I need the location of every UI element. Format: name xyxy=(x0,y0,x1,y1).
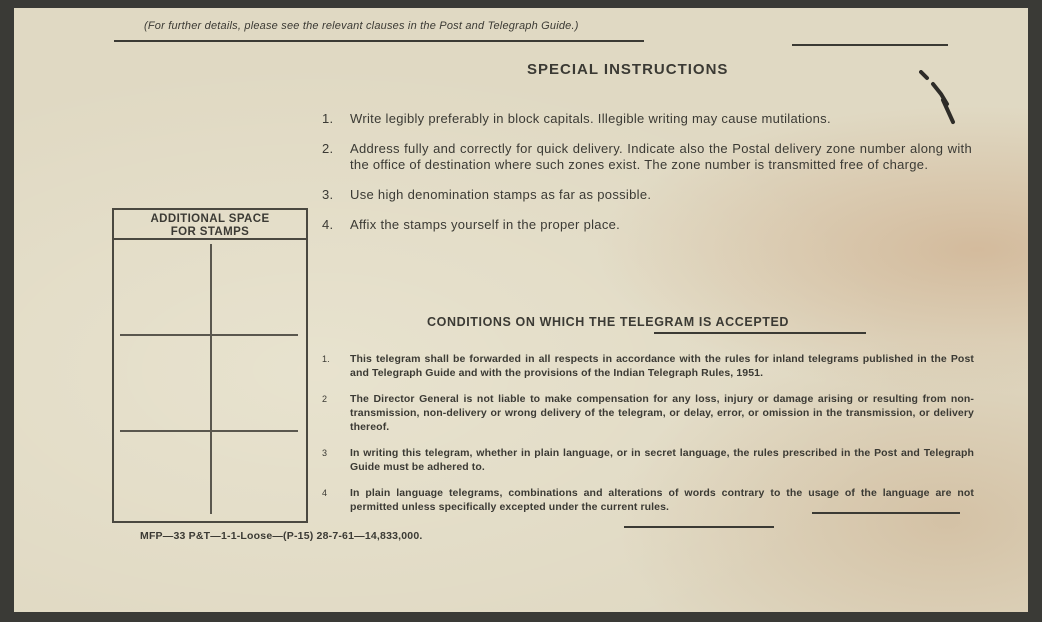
instruction-number: 3. xyxy=(322,187,334,202)
condition-number: 2 xyxy=(322,394,328,404)
print-code-footer: MFP—33 P&T—1-1-Loose—(P-15) 28-7-61—14,833,000. xyxy=(140,530,423,542)
current-rules-underline xyxy=(624,526,774,528)
stamp-grid-horizontal xyxy=(120,430,298,432)
condition-text: In plain language telegrams, combinations and alterations of words contrary to the usage of the language are not permitted unless specifically excepted under the current rules. xyxy=(350,487,974,513)
conditions-title: CONDITIONS ON WHICH THE TELEGRAM IS ACCEPTED xyxy=(427,315,790,329)
stamp-grid-horizontal xyxy=(120,334,298,336)
conditions-list xyxy=(322,352,974,526)
conditions-title-underline xyxy=(654,332,866,334)
condition-item xyxy=(322,352,974,380)
instruction-text: Write legibly preferably in block capitals. Illegible writing may cause mutilations. xyxy=(350,111,831,126)
instruction-text: Address fully and correctly for quick delivery. Indicate also the Postal delivery zone number along with the office of destination where such zones exist. The zone number is transmitted free of charge. xyxy=(350,141,972,172)
instruction-text: Affix the stamps yourself in the proper place. xyxy=(350,217,621,232)
instruction-item xyxy=(322,141,972,173)
condition-text: In writing this telegram, whether in plain language, or in secret language, the rules prescribed in the Post and Telegraph Guide must be adhered to. xyxy=(350,447,974,473)
instruction-text: Use high denomination stamps as far as possible. xyxy=(350,187,652,202)
telegram-form-back xyxy=(14,8,1028,612)
instruction-number: 2. xyxy=(322,141,334,156)
top-note: (For further details, please see the relevant clauses in the Post and Telegraph Guide.) xyxy=(144,20,579,32)
special-instructions-list xyxy=(322,111,972,247)
stamp-grid-vertical xyxy=(210,244,212,514)
top-rule-left xyxy=(114,40,644,42)
usage-underline xyxy=(812,512,960,514)
condition-text: This telegram shall be forwarded in all respects in accordance with the rules for inland telegrams published in the Post and Telegraph Guide and with the provisions of the Indian Telegraph Rules, 1951. xyxy=(350,353,974,379)
stamp-box-title-line1: ADDITIONAL SPACE xyxy=(150,213,270,225)
condition-number: 4 xyxy=(322,488,328,498)
condition-number: 1. xyxy=(322,354,330,364)
stamp-box-title-line2: FOR STAMPS xyxy=(170,226,250,238)
top-rule-right xyxy=(792,44,948,46)
instruction-item xyxy=(322,187,972,203)
special-instructions-title: SPECIAL INSTRUCTIONS xyxy=(527,61,729,78)
condition-item xyxy=(322,486,974,514)
condition-item xyxy=(322,446,974,474)
instruction-item xyxy=(322,217,972,233)
instruction-number: 1. xyxy=(322,111,334,126)
condition-text: The Director General is not liable to make compensation for any loss, injury or damage arising or resulting from non-transmission, non-delivery or wrong delivery of the telegram, or delay, error, or omission in the transmission, or delivery thereof. xyxy=(350,393,974,433)
condition-item xyxy=(322,392,974,434)
stamp-box-title xyxy=(114,210,306,240)
additional-stamp-space xyxy=(112,208,308,523)
instruction-number: 4. xyxy=(322,217,334,232)
condition-number: 3 xyxy=(322,448,328,458)
instruction-item xyxy=(322,111,972,127)
